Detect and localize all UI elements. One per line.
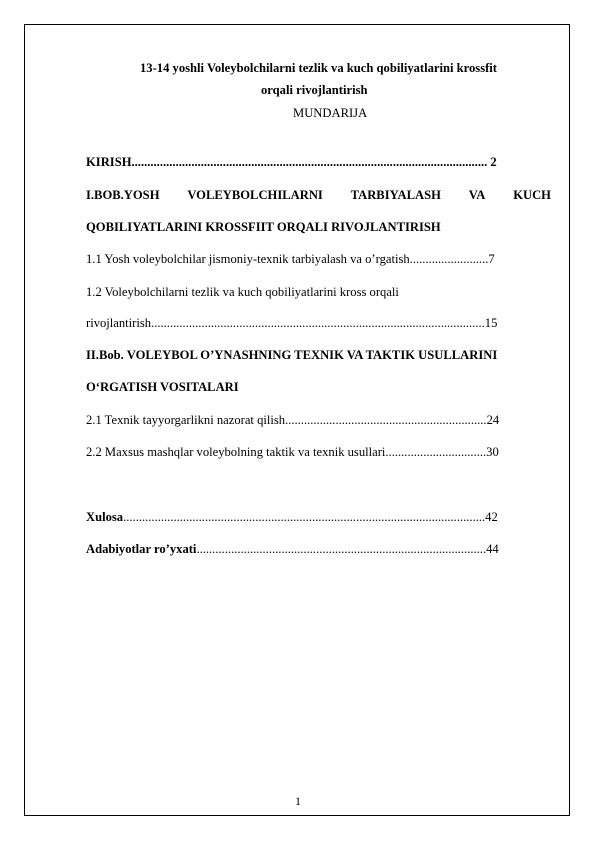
bob1-word: VOLEYBOLCHILARNI xyxy=(187,188,323,202)
toc-entry-kirish: KIRISH................................................................................................................. 2 xyxy=(86,155,497,169)
page-number: 1 xyxy=(295,794,301,808)
toc-entry-2-1: 2.1 Texnik tayyorgarlikni nazorat qilish................................................................24 xyxy=(86,413,500,427)
title-line-1: 13-14 yoshli Voleybolchilarni tezlik va kuch qobiliyatlarini krossfit xyxy=(140,61,497,75)
adabiyotlar-dots: ............................................................................................44 xyxy=(196,542,499,556)
toc-entry-adabiyotlar xyxy=(86,541,499,557)
toc-entry-bob1-line1 xyxy=(86,187,551,203)
bob1-word: I.BOB.YOSH xyxy=(86,188,160,202)
xulosa-dots: ...................................................................................................................42 xyxy=(123,510,498,524)
title-line-2: orqali rivojlantirish xyxy=(261,83,368,97)
toc-entry-1-1: 1.1 Yosh voleybolchilar jismoniy-texnik tarbiyalash va o’rgatish.........................7 xyxy=(86,252,495,266)
toc-entry-bob2-line1: II.Bob. VOLEYBOL O’YNASHNING TEXNIK VA TAKTIK USULLARINI xyxy=(86,348,498,362)
toc-entry-1-2-line2: rivojlantirish..........................................................................................................15 xyxy=(86,316,498,330)
xulosa-label: Xulosa xyxy=(86,510,124,524)
bob1-word: KUCH xyxy=(513,188,551,202)
bob1-word: VA xyxy=(468,188,486,202)
toc-entry-bob2-line2: O‘RGATISH VOSITALARI xyxy=(86,380,239,394)
toc-entry-1-2-line1: 1.2 Voleybolchilarni tezlik va kuch qobiliyatlarini kross orqali xyxy=(86,285,399,299)
toc-entry-bob1-line2: QOBILIYATLARINI KROSSFIIT ORQALI RIVOJLANTIRISH xyxy=(86,220,441,234)
toc-entry-xulosa xyxy=(86,509,498,525)
toc-entry-2-2: 2.2 Maxsus mashqlar voleybolning taktik va texnik usullari................................30 xyxy=(86,445,499,459)
bob1-word: TARBIYALASH xyxy=(350,188,441,202)
document-title xyxy=(140,57,540,101)
toc-heading: MUNDARIJA xyxy=(293,106,368,120)
adabiyotlar-label: Adabiyotlar ro’yxati xyxy=(86,542,197,556)
